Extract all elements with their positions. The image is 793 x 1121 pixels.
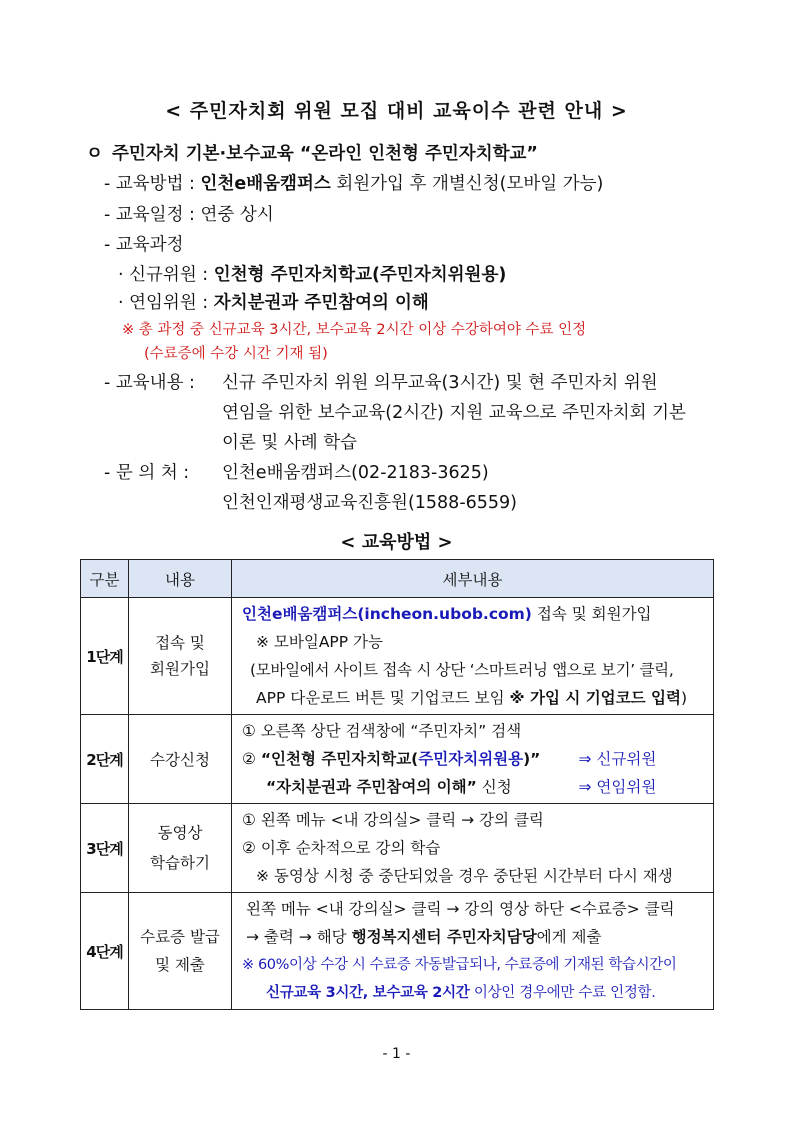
detail-text: ) [680, 689, 688, 707]
new-member-row [118, 261, 506, 286]
step-content [129, 893, 232, 1010]
detail-line: ※ 60%이상 수강 시 수료증 자동발급되나, 수료증에 기재된 학습시간이 [242, 957, 677, 973]
method-row [104, 170, 603, 195]
detail-number: ② [242, 750, 256, 768]
step-label: 4단계 [81, 893, 129, 1010]
step-content-line: 수료증 발급 [140, 928, 220, 946]
detail-highlight: 주민자치위원용 [418, 750, 524, 768]
contact-label: - 문 의 처 : [104, 463, 190, 483]
detail-line [242, 600, 705, 628]
campus-site-link[interactable]: 인천e배움캠퍼스(incheon.ubob.com) [242, 605, 532, 623]
step-content-line: 회원가입 [150, 660, 210, 678]
step-label: 2단계 [81, 715, 129, 804]
content-line: 신규 주민자치 위원 의무교육(3시간) 및 현 주민자치 위원 [222, 373, 658, 393]
method-subtitle: < 교육방법 > [340, 532, 453, 553]
content-label: - 교육내용 : [104, 373, 195, 393]
completion-note: ※ 총 과정 중 신규교육 3시간, 보수교육 2시간 이상 수강하여야 수료 인정 [122, 322, 587, 338]
detail-text: 에게 제출 [536, 928, 602, 946]
schedule-label: - 교육일정 : [104, 205, 195, 225]
header-category: 구분 [81, 560, 129, 598]
section-bullet: ㅇ [86, 144, 103, 164]
detail-line: 왼쪽 메뉴 <내 강의실> 클릭 → 강의 영상 하단 <수료증> 클릭 [246, 900, 675, 918]
renew-member-row [118, 289, 429, 314]
step-details [232, 893, 714, 1010]
completion-note-2: (수료증에 수강 시간 기재 됨) [144, 346, 328, 362]
detail-text: 신청 [481, 778, 512, 796]
detail-highlight: 행정복지센터 주민자치담당 [351, 928, 537, 946]
detail-line: ① 왼쪽 메뉴 <내 강의실> 클릭 → 강의 클릭 [242, 811, 544, 829]
step-content-line: 및 제출 [155, 956, 205, 974]
contact-line: 인천인재평생교육진흥원(1588-6559) [222, 493, 517, 513]
new-member-course: 인천형 주민자치학교(주민자치위원용) [213, 265, 507, 285]
page-number: - 1 - [382, 1046, 411, 1062]
step-content [129, 598, 232, 715]
renew-member-label: · 연임위원 : [118, 293, 209, 313]
table-row [81, 715, 714, 804]
table-header-row [81, 560, 714, 598]
schedule-row [104, 201, 274, 226]
education-method-table [80, 559, 714, 1010]
header-content: 내용 [129, 560, 232, 598]
table-row [81, 804, 714, 893]
detail-text: “인천형 주민자치학교( [260, 750, 419, 768]
detail-line [242, 684, 705, 712]
schedule-value: 연중 상시 [200, 205, 274, 225]
detail-line: ※ 모바일APP 가능 [256, 633, 384, 651]
company-code-note: ※ 가입 시 기업코드 입력 [509, 689, 681, 707]
step-details [232, 804, 714, 893]
header-details: 세부내용 [232, 560, 714, 598]
method-campus: 인천e배움캠퍼스 [200, 174, 331, 194]
new-member-arrow: ⇒ 신규위원 [578, 750, 657, 768]
content-line: 이론 및 사례 학습 [222, 433, 358, 453]
step-content-line: 동영상 [157, 824, 203, 842]
detail-highlight: 신규교육 3시간, 보수교육 2시간 [266, 985, 470, 1001]
table-row [81, 598, 714, 715]
detail-text: → 출력 → 해당 [246, 928, 347, 946]
step-content-line: 접속 및 [155, 634, 205, 652]
step-label: 1단계 [81, 598, 129, 715]
detail-line: ※ 동영상 시청 중 중단되었을 경우 중단된 시간부터 다시 재생 [256, 867, 673, 885]
table-row [81, 893, 714, 1010]
detail-text: )” [523, 750, 541, 768]
detail-line [242, 979, 705, 1007]
contact-line: 인천e배움캠퍼스(02-2183-3625) [222, 463, 489, 483]
page-title: < 주민자치회 위원 모집 대비 교육이수 관련 안내 > [165, 100, 628, 122]
renew-member-course: 자치분권과 주민참여의 이해 [213, 293, 429, 313]
step-content [129, 804, 232, 893]
new-member-label: · 신규위원 : [118, 265, 209, 285]
step-details [232, 715, 714, 804]
detail-text: “자치분권과 주민참여의 이해” [266, 778, 477, 796]
detail-line [242, 923, 705, 951]
renew-member-arrow: ⇒ 연임위원 [578, 778, 657, 796]
detail-line: ① 오른쪽 상단 검색창에 “주민자치” 검색 [242, 722, 522, 740]
detail-text: 접속 및 회원가입 [536, 605, 652, 623]
detail-line [242, 773, 705, 801]
step-details [232, 598, 714, 715]
detail-line: (모바일에서 사이트 접속 시 상단 ‘스마트러닝 앱으로 보기’ 클릭, [250, 661, 674, 679]
method-rest: 회원가입 후 개별신청(모바일 가능) [336, 174, 604, 194]
course-label: - 교육과정 [104, 235, 184, 255]
step-label: 3단계 [81, 804, 129, 893]
detail-text: 이상인 경우에만 수료 인정함. [473, 985, 656, 1001]
content-line: 연임을 위한 보수교육(2시간) 지원 교육으로 주민자치회 기본 [222, 403, 686, 423]
method-label: - 교육방법 : [104, 174, 195, 194]
detail-line: ② 이후 순차적으로 강의 학습 [242, 839, 441, 857]
section-heading: 주민자치 기본·보수교육 “온라인 인천형 주민자치학교” [112, 144, 538, 164]
detail-line [242, 745, 705, 773]
step-content: 수강신청 [129, 715, 232, 804]
step-content-line: 학습하기 [150, 854, 210, 872]
detail-text: APP 다운로드 버튼 및 기업코드 보임 [256, 689, 505, 707]
